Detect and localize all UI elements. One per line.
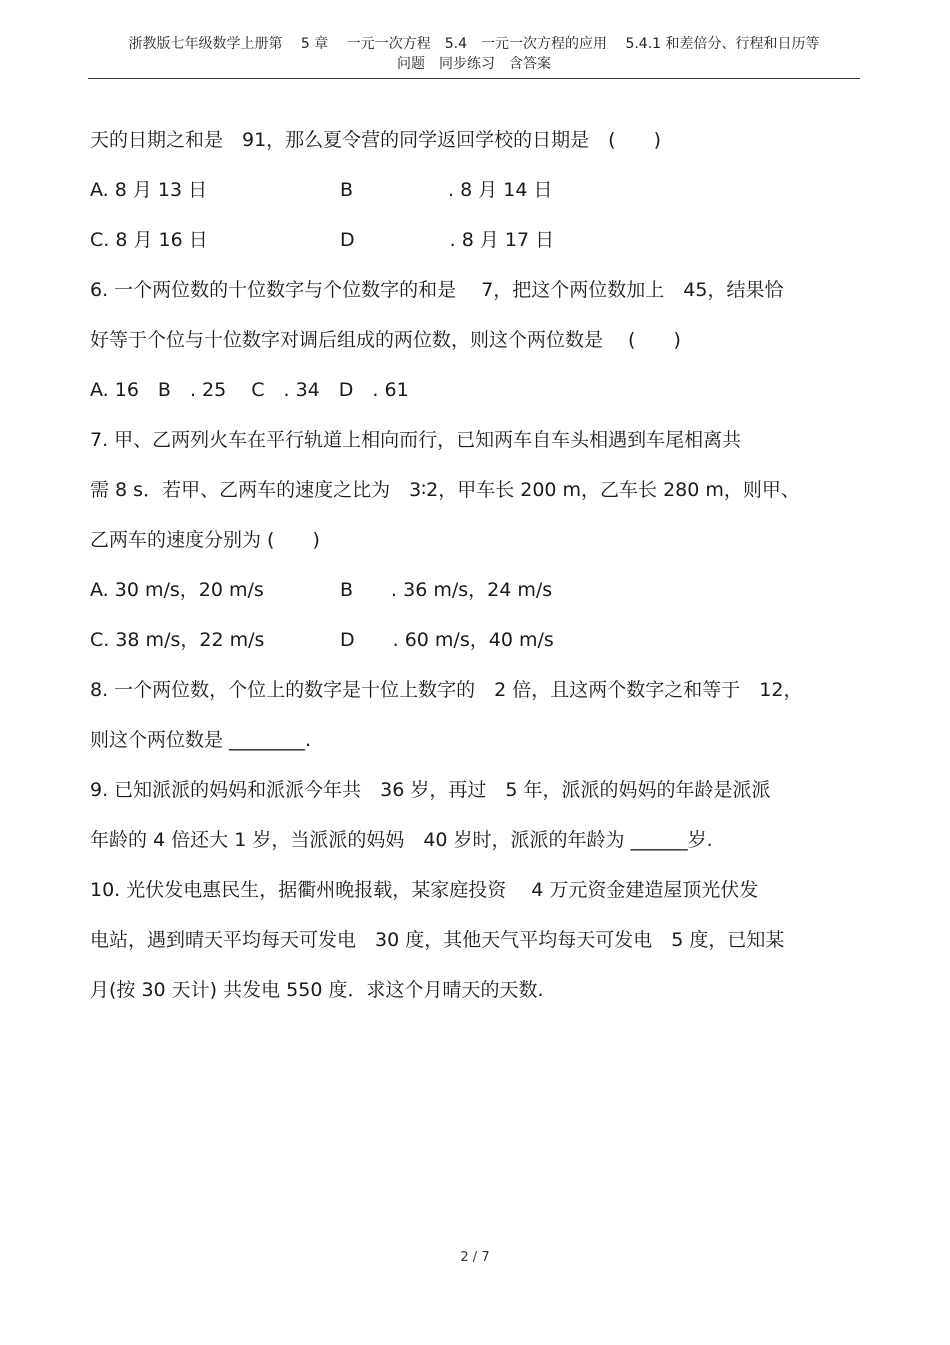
question-7-line: 7. 甲、乙两列火车在平行轨道上相向而行，已知两车自车头相遇到车尾相离共 — [90, 429, 742, 451]
option-a: A. 30 m/s，20 m/s — [90, 579, 264, 601]
question-9-line: 9. 已知派派的妈妈和派派今年共 36 岁，再过 5 年，派派的妈妈的年龄是派派 — [90, 779, 771, 801]
option-d: D . 60 m/s，40 m/s — [340, 629, 554, 651]
text-line: 天的日期之和是 91，那么夏令营的同学返回学校的日期是 ( ) — [90, 129, 662, 151]
page-header — [88, 34, 860, 74]
option-row — [90, 565, 860, 615]
option-b: B . 8 月 14 日 — [340, 179, 553, 201]
option-row — [90, 615, 860, 665]
page-number: 2 / 7 — [460, 1250, 490, 1265]
question-9-line: 年龄的 4 倍还大 1 岁，当派派的妈妈 40 岁时，派派的年龄为 ______岁. — [90, 829, 713, 851]
header-title-line1: 浙教版七年级数学上册第 5 章 一元一次方程 5.4 一元一次方程的应用 5.4.1 和差倍分、行程和日历等 — [128, 36, 820, 52]
question-10-line: 月(按 30 天计) 共发电 550 度．求这个月晴天的天数. — [90, 979, 544, 1001]
question-10-line: 电站，遇到晴天平均每天可发电 30 度，其他天气平均每天可发电 5 度，已知某 — [90, 929, 785, 951]
option-b: B . 36 m/s，24 m/s — [340, 579, 553, 601]
question-content — [90, 115, 860, 1015]
question-6-line: 好等于个位与十位数字对调后组成的两位数，则这个两位数是 ( ) — [90, 329, 681, 351]
question-7-line: 需 8 s．若甲、乙两车的速度之比为 3∶2，甲车长 200 m，乙车长 280 m，则甲、 — [90, 479, 800, 501]
question-6-line: 6. 一个两位数的十位数字与个位数字的和是 7，把这个两位数加上 45，结果恰 — [90, 279, 784, 301]
option-c: C. 38 m/s，22 m/s — [90, 629, 265, 651]
option-a: A. 8 月 13 日 — [90, 179, 208, 201]
question-10-line: 10. 光伏发电惠民生，据衢州晚报载，某家庭投资 4 万元资金建造屋顶光伏发 — [90, 879, 759, 901]
option-d: D . 8 月 17 日 — [340, 229, 555, 251]
option-row — [90, 215, 860, 265]
question-8-line: 8. 一个两位数，个位上的数字是十位上数字的 2 倍，且这两个数字之和等于 12， — [90, 679, 803, 701]
question-8-line: 则这个两位数是 ________. — [90, 729, 312, 751]
question-6-options: A. 16 B . 25 C . 34 D . 61 — [90, 379, 409, 401]
header-divider — [88, 78, 860, 79]
header-title-line2: 问题 同步练习 含答案 — [397, 56, 551, 72]
option-c: C. 8 月 16 日 — [90, 229, 208, 251]
question-7-line: 乙两车的速度分别为 ( ) — [90, 529, 320, 551]
option-row — [90, 165, 860, 215]
